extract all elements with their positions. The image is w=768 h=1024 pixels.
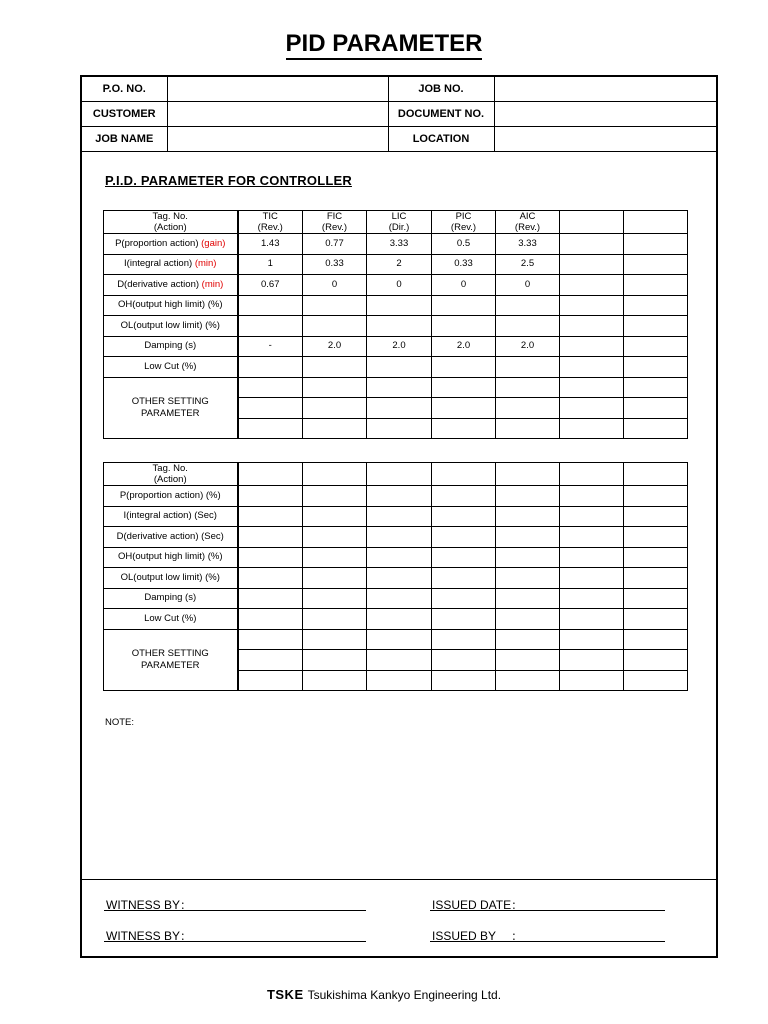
- value-cell[interactable]: [624, 357, 688, 378]
- value-cell[interactable]: [238, 398, 303, 419]
- value-cell[interactable]: [560, 398, 624, 419]
- tag-header: Tag. No. (Action): [104, 463, 238, 486]
- issued-date-line[interactable]: [430, 910, 665, 911]
- value-cell[interactable]: [367, 527, 432, 548]
- value-cell[interactable]: [303, 295, 367, 316]
- value-cell[interactable]: [624, 377, 688, 398]
- value-cell[interactable]: [496, 316, 560, 337]
- value-cell[interactable]: [432, 527, 496, 548]
- value-cell[interactable]: [624, 568, 688, 589]
- value-cell[interactable]: [303, 527, 367, 548]
- value-cell[interactable]: [560, 254, 624, 275]
- other-setting-label: OTHER SETTING PARAMETER: [104, 377, 238, 439]
- footer-divider: [82, 879, 716, 880]
- value-cell[interactable]: [560, 336, 624, 357]
- value-cell[interactable]: [367, 547, 432, 568]
- tag-cell[interactable]: [560, 463, 624, 486]
- d-label: D(derivative action) (min): [104, 275, 238, 296]
- table-row: [104, 336, 688, 357]
- value-cell[interactable]: [303, 486, 367, 507]
- value-cell[interactable]: [238, 629, 303, 650]
- value-cell[interactable]: [432, 506, 496, 527]
- d-label: D(derivative action) (Sec): [104, 527, 238, 548]
- value-cell[interactable]: [238, 547, 303, 568]
- value-cell[interactable]: [367, 568, 432, 589]
- damping-label: Damping (s): [104, 336, 238, 357]
- ol-label: OL(output low limit) (%): [104, 568, 238, 589]
- location-label: LOCATION: [388, 127, 494, 152]
- value-cell[interactable]: [496, 357, 560, 378]
- value-cell[interactable]: [560, 295, 624, 316]
- value-cell[interactable]: [560, 418, 624, 439]
- po-field[interactable]: [167, 77, 388, 102]
- value-cell[interactable]: [432, 629, 496, 650]
- tag-cell[interactable]: PIC (Rev.): [432, 211, 496, 234]
- table-row: [104, 211, 688, 234]
- tag-cell[interactable]: [367, 463, 432, 486]
- value-cell[interactable]: [238, 527, 303, 548]
- job-name-field[interactable]: [167, 127, 388, 152]
- tag-cell[interactable]: [560, 211, 624, 234]
- value-cell[interactable]: [432, 650, 496, 671]
- customer-field[interactable]: [167, 102, 388, 127]
- table-row: [104, 527, 688, 548]
- value-cell[interactable]: [303, 547, 367, 568]
- value-cell[interactable]: [432, 547, 496, 568]
- value-cell[interactable]: [303, 650, 367, 671]
- value-cell[interactable]: 0: [496, 275, 560, 296]
- value-cell[interactable]: 0.33: [432, 254, 496, 275]
- tag-cell[interactable]: [238, 463, 303, 486]
- table-row: [104, 609, 688, 630]
- value-cell[interactable]: 2.0: [496, 336, 560, 357]
- document-no-label: DOCUMENT NO.: [388, 102, 494, 127]
- value-cell[interactable]: [560, 234, 624, 255]
- value-cell[interactable]: [624, 547, 688, 568]
- issued-by-line[interactable]: [430, 941, 665, 942]
- value-cell[interactable]: [367, 588, 432, 609]
- value-cell[interactable]: 2.0: [303, 336, 367, 357]
- value-cell[interactable]: [238, 316, 303, 337]
- value-cell[interactable]: 0.77: [303, 234, 367, 255]
- value-cell[interactable]: 3.33: [496, 234, 560, 255]
- value-cell[interactable]: [238, 670, 303, 691]
- table-row: [104, 357, 688, 378]
- value-cell[interactable]: [303, 398, 367, 419]
- value-cell[interactable]: -: [238, 336, 303, 357]
- value-cell[interactable]: [496, 377, 560, 398]
- value-cell[interactable]: 0: [303, 275, 367, 296]
- value-cell[interactable]: [303, 609, 367, 630]
- table-row: [104, 568, 688, 589]
- value-cell[interactable]: [238, 609, 303, 630]
- value-cell[interactable]: [560, 650, 624, 671]
- value-cell[interactable]: [303, 588, 367, 609]
- witness-by-label-1: WITNESS BY：: [106, 898, 193, 912]
- value-cell[interactable]: [560, 486, 624, 507]
- value-cell[interactable]: [303, 670, 367, 691]
- value-cell[interactable]: [367, 670, 432, 691]
- value-cell[interactable]: [303, 629, 367, 650]
- value-cell[interactable]: 1.43: [238, 234, 303, 255]
- oh-label: OH(output high limit) (%): [104, 295, 238, 316]
- value-cell[interactable]: 0.33: [303, 254, 367, 275]
- table-row: [104, 588, 688, 609]
- value-cell[interactable]: [496, 670, 560, 691]
- value-cell[interactable]: [303, 506, 367, 527]
- value-cell[interactable]: [496, 486, 560, 507]
- tag-cell[interactable]: [303, 463, 367, 486]
- value-cell[interactable]: 2: [367, 254, 432, 275]
- oh-label: OH(output high limit) (%): [104, 547, 238, 568]
- value-cell[interactable]: [238, 650, 303, 671]
- value-cell[interactable]: [560, 629, 624, 650]
- value-cell[interactable]: [624, 506, 688, 527]
- value-cell[interactable]: [432, 588, 496, 609]
- value-cell[interactable]: [624, 398, 688, 419]
- value-cell[interactable]: [432, 609, 496, 630]
- issued-by-label: ISSUED BY ：: [432, 929, 524, 943]
- i-label: I(integral action) (Sec): [104, 506, 238, 527]
- value-cell[interactable]: [560, 609, 624, 630]
- value-cell[interactable]: [238, 568, 303, 589]
- i-label: I(integral action) (min): [104, 254, 238, 275]
- value-cell[interactable]: [624, 650, 688, 671]
- value-cell[interactable]: [496, 568, 560, 589]
- header-table: [82, 77, 716, 152]
- value-cell[interactable]: [624, 588, 688, 609]
- value-cell[interactable]: [624, 629, 688, 650]
- value-cell[interactable]: [432, 295, 496, 316]
- value-cell[interactable]: 1: [238, 254, 303, 275]
- table-row: [104, 275, 688, 296]
- tag-cell[interactable]: FIC (Rev.): [303, 211, 367, 234]
- value-cell[interactable]: [303, 377, 367, 398]
- value-cell[interactable]: [367, 357, 432, 378]
- lowcut-label: Low Cut (%): [104, 357, 238, 378]
- table-row: [104, 486, 688, 507]
- value-cell[interactable]: [560, 568, 624, 589]
- pid-table-controller: [103, 210, 688, 439]
- value-cell[interactable]: [367, 398, 432, 419]
- tag-cell[interactable]: AIC (Rev.): [496, 211, 560, 234]
- value-cell[interactable]: 2.0: [432, 336, 496, 357]
- tag-cell[interactable]: [432, 463, 496, 486]
- value-cell[interactable]: [367, 650, 432, 671]
- tag-cell[interactable]: [624, 211, 688, 234]
- value-cell[interactable]: [560, 316, 624, 337]
- value-cell[interactable]: 2.0: [367, 336, 432, 357]
- value-cell[interactable]: [432, 316, 496, 337]
- value-cell[interactable]: 0.67: [238, 275, 303, 296]
- section-title: P.I.D. PARAMETER FOR CONTROLLER: [105, 173, 352, 188]
- value-cell[interactable]: 0: [432, 275, 496, 296]
- p-label: P(proportion action) (gain): [104, 234, 238, 255]
- value-cell[interactable]: 3.33: [367, 234, 432, 255]
- company-footer: [0, 987, 768, 1002]
- company-name: Tsukishima Kankyo Engineering Ltd.: [307, 988, 502, 1002]
- value-cell[interactable]: [496, 629, 560, 650]
- value-cell[interactable]: [560, 547, 624, 568]
- value-cell[interactable]: 2.5: [496, 254, 560, 275]
- value-cell[interactable]: [560, 275, 624, 296]
- value-cell[interactable]: [624, 295, 688, 316]
- value-cell[interactable]: 0: [367, 275, 432, 296]
- value-cell[interactable]: [624, 316, 688, 337]
- witness-by-line-2[interactable]: [104, 941, 366, 942]
- value-cell[interactable]: [238, 588, 303, 609]
- value-cell[interactable]: [560, 670, 624, 691]
- value-cell[interactable]: [496, 588, 560, 609]
- value-cell[interactable]: [432, 670, 496, 691]
- value-cell[interactable]: [367, 377, 432, 398]
- other-setting-label: OTHER SETTING PARAMETER: [104, 629, 238, 691]
- value-cell[interactable]: [560, 357, 624, 378]
- company-logo: TSKE: [266, 987, 304, 1002]
- job-no-field[interactable]: [494, 77, 716, 102]
- ol-label: OL(output low limit) (%): [104, 316, 238, 337]
- table-row: [104, 316, 688, 337]
- value-cell[interactable]: [560, 588, 624, 609]
- value-cell[interactable]: 0.5: [432, 234, 496, 255]
- value-cell[interactable]: [238, 418, 303, 439]
- value-cell[interactable]: [367, 295, 432, 316]
- value-cell[interactable]: [624, 527, 688, 548]
- tag-cell[interactable]: LIC (Dir.): [367, 211, 432, 234]
- value-cell[interactable]: [367, 418, 432, 439]
- table-row: [104, 234, 688, 255]
- value-cell[interactable]: [303, 568, 367, 589]
- value-cell[interactable]: [303, 316, 367, 337]
- value-cell[interactable]: [496, 650, 560, 671]
- table-row: [104, 377, 688, 398]
- customer-label: CUSTOMER: [82, 102, 167, 127]
- lowcut-label: Low Cut (%): [104, 609, 238, 630]
- tag-header: Tag. No. (Action): [104, 211, 238, 234]
- form-frame: [80, 75, 718, 958]
- table-row: [104, 295, 688, 316]
- value-cell[interactable]: [624, 336, 688, 357]
- value-cell[interactable]: [432, 568, 496, 589]
- value-cell[interactable]: [560, 527, 624, 548]
- value-cell[interactable]: [432, 418, 496, 439]
- witness-by-label-2: WITNESS BY：: [106, 929, 193, 943]
- value-cell[interactable]: [624, 275, 688, 296]
- value-cell[interactable]: [238, 486, 303, 507]
- value-cell[interactable]: [432, 398, 496, 419]
- damping-label: Damping (s): [104, 588, 238, 609]
- value-cell[interactable]: [432, 486, 496, 507]
- job-name-label: JOB NAME: [82, 127, 167, 152]
- value-cell[interactable]: [238, 506, 303, 527]
- value-cell[interactable]: [560, 506, 624, 527]
- p-label: P(proportion action) (%): [104, 486, 238, 507]
- value-cell[interactable]: [238, 377, 303, 398]
- po-label: P.O. NO.: [82, 77, 167, 102]
- value-cell[interactable]: [303, 418, 367, 439]
- value-cell[interactable]: [624, 254, 688, 275]
- value-cell[interactable]: [624, 486, 688, 507]
- value-cell[interactable]: [432, 377, 496, 398]
- value-cell[interactable]: [238, 357, 303, 378]
- table-row: [104, 629, 688, 650]
- table-row: [104, 506, 688, 527]
- tag-cell[interactable]: [496, 463, 560, 486]
- value-cell[interactable]: [560, 377, 624, 398]
- value-cell[interactable]: [303, 357, 367, 378]
- value-cell[interactable]: [367, 316, 432, 337]
- pid-table-blank: [103, 462, 688, 691]
- value-cell[interactable]: [624, 418, 688, 439]
- issued-date-label: ISSUED DATE：: [432, 898, 524, 912]
- job-no-label: JOB NO.: [388, 77, 494, 102]
- table-row: [104, 463, 688, 486]
- value-cell[interactable]: [367, 486, 432, 507]
- table-row: [104, 254, 688, 275]
- value-cell[interactable]: [624, 670, 688, 691]
- tag-cell[interactable]: TIC (Rev.): [238, 211, 303, 234]
- value-cell[interactable]: [496, 609, 560, 630]
- note-label: NOTE:: [105, 717, 135, 728]
- value-cell[interactable]: [496, 547, 560, 568]
- value-cell[interactable]: [496, 398, 560, 419]
- value-cell[interactable]: [367, 609, 432, 630]
- value-cell[interactable]: [238, 295, 303, 316]
- value-cell[interactable]: [496, 527, 560, 548]
- value-cell[interactable]: [496, 295, 560, 316]
- value-cell[interactable]: [496, 506, 560, 527]
- witness-by-line-1[interactable]: [104, 910, 366, 911]
- tag-cell[interactable]: [624, 463, 688, 486]
- value-cell[interactable]: [367, 506, 432, 527]
- value-cell[interactable]: [367, 629, 432, 650]
- location-field[interactable]: [494, 127, 716, 152]
- page-title: PID PARAMETER: [0, 30, 768, 58]
- value-cell[interactable]: [624, 609, 688, 630]
- table-row: [104, 547, 688, 568]
- document-no-field[interactable]: [494, 102, 716, 127]
- value-cell[interactable]: [432, 357, 496, 378]
- value-cell[interactable]: [624, 234, 688, 255]
- value-cell[interactable]: [496, 418, 560, 439]
